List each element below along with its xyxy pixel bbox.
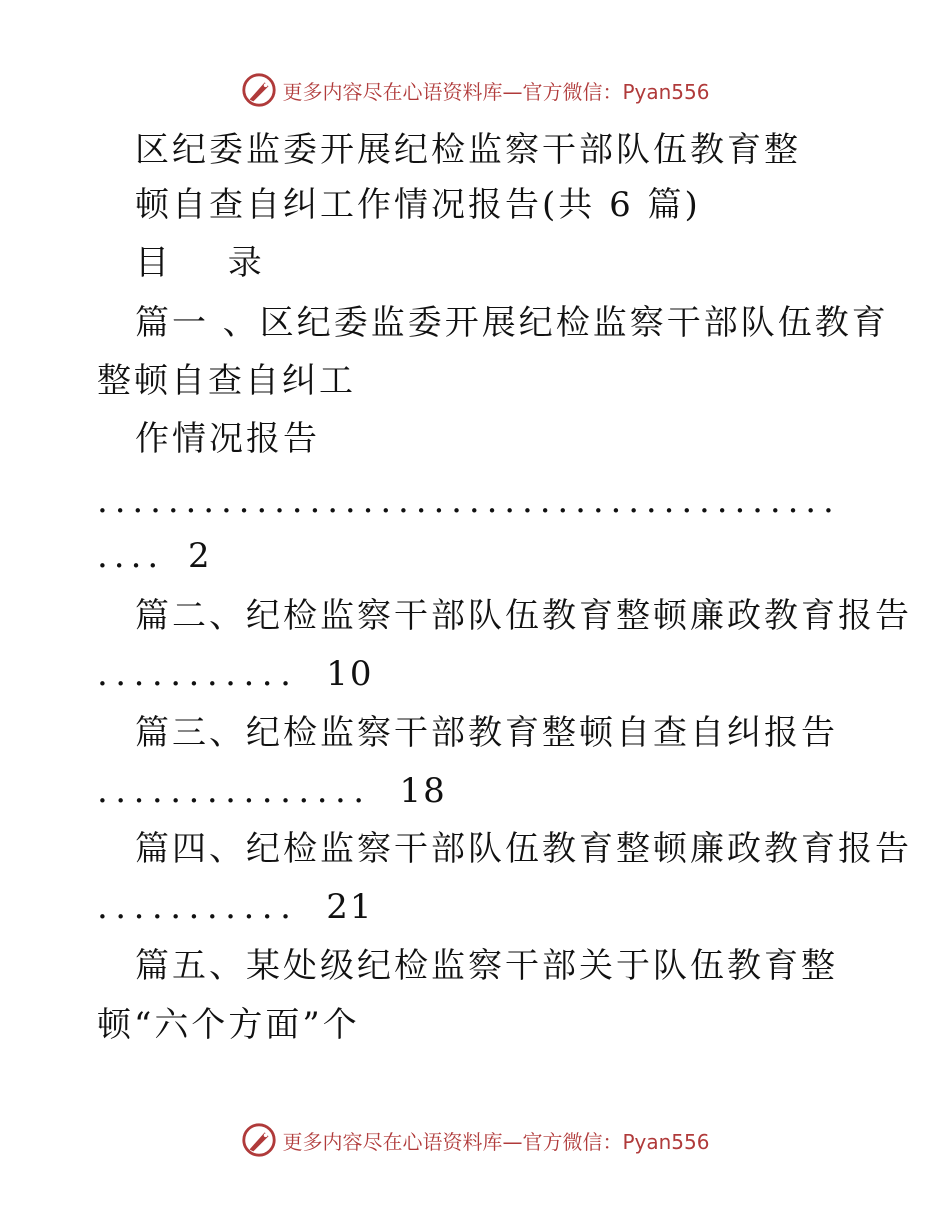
toc-entry-2-title: 篇二、纪检监察干部队伍教育整顿廉政教育报告 <box>135 596 912 636</box>
pen-nib-logo-icon <box>240 1121 278 1159</box>
header-watermark <box>0 68 950 112</box>
toc-entry-1-title-line-1: 篇一 、区纪委监委开展纪检监察干部队伍教育 <box>135 303 889 343</box>
toc-entry-3-page-number: 18 <box>399 771 447 811</box>
toc-entry-4-leader: ........... <box>97 887 299 927</box>
footer-watermark <box>0 1118 950 1162</box>
toc-entry-1-leader-line-1: .......................................... <box>97 481 841 521</box>
toc-entry-3-leader: ............... <box>97 771 372 811</box>
pen-nib-logo-icon <box>240 71 278 109</box>
toc-entry-1-leader-line-2: .... <box>97 536 165 576</box>
toc-entry-5-title-line-2: 顿“六个方面”个 <box>97 1005 360 1045</box>
doc-title-line-2: 顿自查自纠工作情况报告(共 6 篇) <box>135 185 701 225</box>
toc-heading: 目 录 <box>135 243 286 283</box>
doc-title-line-1: 区纪委监委开展纪检监察干部队伍教育整 <box>135 130 801 170</box>
toc-entry-2-leader: ........... <box>97 654 299 694</box>
watermark-text: 更多内容尽在心语资料库—官方微信：Pyan556 <box>282 1129 710 1154</box>
toc-entry-4-title: 篇四、纪检监察干部队伍教育整顿廉政教育报告 <box>135 829 912 869</box>
toc-entry-2-page-number: 10 <box>326 654 374 694</box>
toc-entry-1-title-line-3: 作情况报告 <box>135 419 320 459</box>
toc-entry-5-title-line-1: 篇五、某处级纪检监察干部关于队伍教育整 <box>135 946 838 986</box>
toc-entry-1-title-line-2: 整顿自查自纠工 <box>97 361 356 401</box>
toc-entry-4-page-number: 21 <box>326 887 374 927</box>
toc-entry-1-page-number: 2 <box>188 536 212 576</box>
toc-entry-3-title: 篇三、纪检监察干部教育整顿自查自纠报告 <box>135 713 838 753</box>
watermark-text: 更多内容尽在心语资料库—官方微信：Pyan556 <box>282 79 710 104</box>
